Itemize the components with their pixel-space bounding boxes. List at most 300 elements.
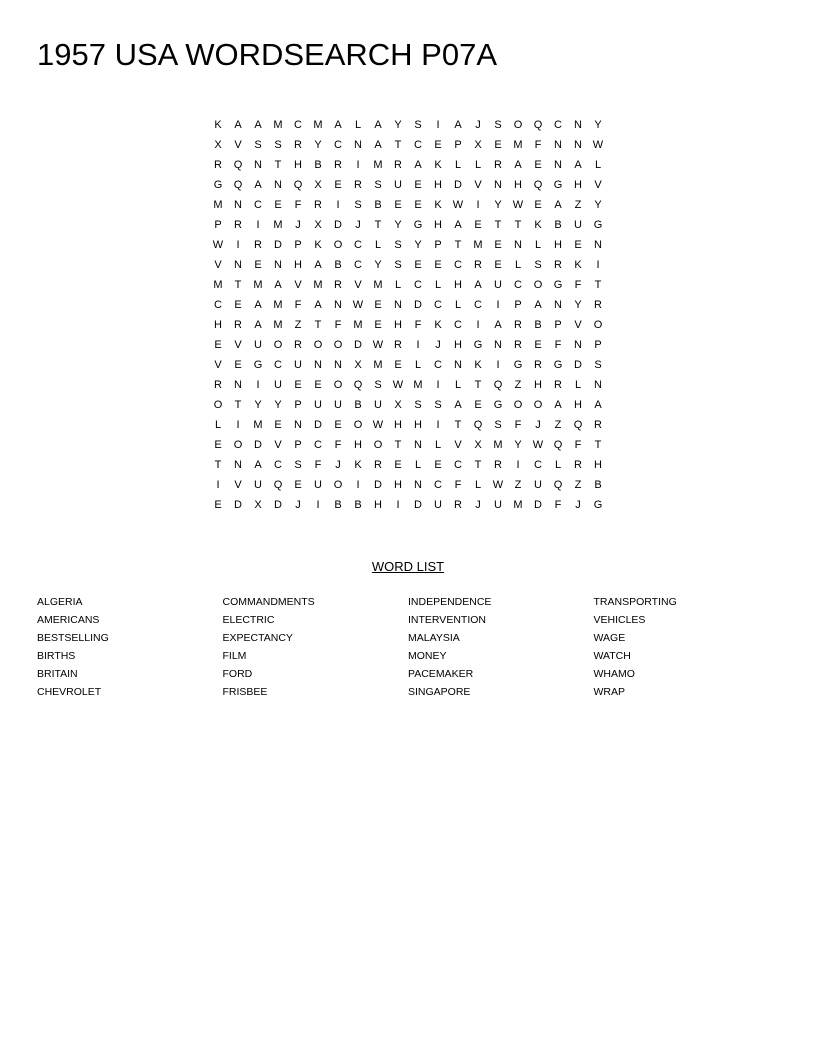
grid-cell: R (394, 159, 402, 171)
grid-cell: T (234, 279, 242, 291)
grid-cell: M (373, 359, 383, 371)
grid-cell: P (594, 339, 602, 351)
grid-cell: X (474, 439, 482, 451)
grid-row (208, 415, 608, 435)
word-list-row (37, 685, 797, 703)
grid-cell: U (334, 399, 342, 411)
grid-cell: I (316, 499, 320, 511)
grid-cell: R (514, 319, 522, 331)
grid-cell: N (254, 159, 262, 171)
grid-cell: U (254, 479, 262, 491)
grid-cell: D (574, 359, 582, 371)
grid-cell: R (334, 279, 342, 291)
grid-cell: V (234, 339, 242, 351)
grid-cell: R (294, 339, 302, 351)
grid-cell: V (354, 279, 362, 291)
grid-cell: R (354, 179, 362, 191)
grid-cell: O (333, 479, 343, 491)
grid-cell: K (534, 219, 542, 231)
grid-cell: V (214, 259, 222, 271)
grid-cell: Z (514, 379, 522, 391)
grid-cell: D (274, 239, 282, 251)
grid-cell: X (214, 139, 222, 151)
grid-cell: L (454, 159, 462, 171)
grid-cell: S (534, 259, 542, 271)
grid-cell: Q (293, 179, 303, 191)
word-list-item: ELECTRIC (222, 614, 275, 626)
word-list-item: WHAMO (593, 668, 635, 680)
word-list-item: MALAYSIA (408, 632, 460, 644)
grid-cell: M (373, 279, 383, 291)
grid-cell: I (476, 199, 480, 211)
grid-cell: U (534, 479, 542, 491)
grid-cell: F (294, 299, 302, 311)
grid-row (208, 275, 608, 295)
grid-cell: A (374, 139, 382, 151)
grid-cell: R (394, 339, 402, 351)
grid-cell: T (474, 379, 482, 391)
grid-cell: X (314, 219, 322, 231)
grid-cell: R (214, 159, 222, 171)
grid-cell: J (435, 339, 441, 351)
grid-cell: C (534, 459, 542, 471)
grid-cell: B (374, 199, 382, 211)
grid-cell: A (274, 279, 282, 291)
grid-cell: E (214, 439, 222, 451)
grid-cell: M (313, 119, 323, 131)
grid-cell: S (394, 259, 402, 271)
grid-cell: E (274, 419, 282, 431)
grid-cell: N (554, 299, 562, 311)
grid-cell: H (434, 219, 442, 231)
grid-cell: T (594, 439, 602, 451)
grid-cell: R (314, 199, 322, 211)
grid-row (208, 215, 608, 235)
grid-cell: I (396, 499, 400, 511)
grid-cell: C (254, 199, 262, 211)
grid-cell: E (574, 239, 582, 251)
grid-cell: E (294, 379, 302, 391)
grid-cell: Y (254, 399, 262, 411)
grid-cell: M (473, 239, 483, 251)
grid-cell: Q (533, 179, 543, 191)
grid-cell: D (334, 219, 342, 231)
grid-cell: P (454, 139, 462, 151)
grid-cell: P (294, 239, 302, 251)
letter-grid (208, 115, 608, 515)
grid-cell: V (474, 179, 482, 191)
grid-cell: G (213, 179, 223, 191)
grid-cell: N (274, 259, 282, 271)
grid-cell: H (534, 379, 542, 391)
grid-cell: C (294, 119, 302, 131)
word-list (37, 595, 797, 703)
grid-cell: L (414, 459, 422, 471)
grid-cell: L (474, 159, 482, 171)
grid-cell: D (374, 479, 382, 491)
word-list-item: AMERICANS (37, 614, 100, 626)
grid-cell: G (593, 219, 603, 231)
grid-cell: A (254, 459, 262, 471)
grid-cell: N (334, 359, 342, 371)
grid-cell: C (274, 459, 282, 471)
word-list-row (37, 613, 797, 631)
grid-cell: O (313, 339, 323, 351)
grid-cell: Y (574, 299, 582, 311)
grid-cell: W (512, 199, 524, 211)
grid-cell: N (554, 139, 562, 151)
grid-cell: E (474, 399, 482, 411)
grid-cell: S (414, 399, 422, 411)
grid-cell: K (354, 459, 362, 471)
grid-cell: E (394, 459, 402, 471)
grid-cell: U (294, 359, 302, 371)
grid-cell: S (374, 179, 382, 191)
grid-cell: E (414, 259, 422, 271)
grid-cell: J (295, 219, 301, 231)
word-list-row (37, 649, 797, 667)
grid-cell: N (274, 179, 282, 191)
word-list-item: WRAP (593, 686, 625, 698)
grid-cell: V (234, 479, 242, 491)
grid-cell: L (554, 459, 562, 471)
grid-cell: R (234, 319, 242, 331)
grid-cell: R (494, 459, 502, 471)
grid-cell: F (534, 139, 542, 151)
grid-cell: Y (314, 139, 322, 151)
grid-cell: C (334, 139, 342, 151)
grid-cell: M (273, 219, 283, 231)
grid-cell: A (254, 119, 262, 131)
word-list-item: COMMANDMENTS (222, 596, 315, 608)
grid-cell: U (314, 399, 322, 411)
grid-cell: Z (574, 199, 582, 211)
grid-cell: C (414, 139, 422, 151)
grid-cell: Q (273, 479, 283, 491)
grid-cell: E (374, 299, 382, 311)
grid-cell: L (374, 239, 382, 251)
grid-cell: R (254, 239, 262, 251)
grid-cell: E (414, 179, 422, 191)
grid-cell: H (294, 159, 302, 171)
grid-cell: W (452, 199, 464, 211)
grid-cell: I (476, 319, 480, 331)
grid-cell: A (514, 159, 522, 171)
grid-cell: C (414, 279, 422, 291)
grid-cell: I (436, 419, 440, 431)
grid-cell: C (274, 359, 282, 371)
grid-cell: B (354, 499, 362, 511)
grid-cell: R (294, 139, 302, 151)
grid-cell: T (394, 139, 402, 151)
grid-cell: L (454, 299, 462, 311)
grid-cell: U (274, 379, 282, 391)
grid-cell: X (254, 499, 262, 511)
word-list-item: CHEVROLET (37, 686, 102, 698)
word-list-item: FILM (222, 650, 247, 662)
grid-cell: Y (394, 119, 402, 131)
grid-cell: M (273, 319, 283, 331)
grid-cell: W (212, 239, 224, 251)
grid-cell: I (356, 159, 360, 171)
grid-cell: N (234, 459, 242, 471)
grid-cell: K (474, 359, 482, 371)
grid-row (208, 155, 608, 175)
grid-cell: M (353, 319, 363, 331)
grid-cell: L (394, 279, 402, 291)
grid-cell: H (454, 339, 462, 351)
grid-cell: H (554, 239, 562, 251)
grid-cell: Y (514, 439, 522, 451)
grid-cell: I (436, 119, 440, 131)
grid-cell: M (213, 279, 223, 291)
grid-cell: A (254, 299, 262, 311)
grid-cell: N (494, 179, 502, 191)
grid-cell: H (574, 399, 582, 411)
grid-cell: X (474, 139, 482, 151)
grid-cell: E (414, 199, 422, 211)
grid-cell: I (596, 259, 600, 271)
grid-cell: A (374, 119, 382, 131)
grid-cell: N (414, 479, 422, 491)
grid-cell: D (234, 499, 242, 511)
grid-cell: C (554, 119, 562, 131)
grid-cell: E (334, 419, 342, 431)
grid-cell: J (295, 499, 301, 511)
grid-cell: S (354, 199, 362, 211)
grid-cell: N (234, 379, 242, 391)
grid-cell: E (434, 259, 442, 271)
grid-cell: M (273, 119, 283, 131)
grid-cell: Y (494, 199, 502, 211)
grid-cell: A (334, 119, 342, 131)
grid-cell: H (394, 479, 402, 491)
grid-cell: L (434, 279, 442, 291)
grid-cell: A (254, 319, 262, 331)
grid-cell: E (374, 319, 382, 331)
grid-cell: A (234, 119, 242, 131)
grid-cell: M (513, 139, 523, 151)
grid-cell: C (214, 299, 222, 311)
grid-cell: M (273, 299, 283, 311)
grid-cell: E (234, 359, 242, 371)
grid-cell: H (594, 459, 602, 471)
grid-cell: K (314, 239, 322, 251)
grid-cell: L (434, 439, 442, 451)
grid-cell: H (374, 499, 382, 511)
grid-cell: Y (594, 199, 602, 211)
grid-cell: L (454, 379, 462, 391)
grid-row (208, 115, 608, 135)
grid-cell: V (294, 279, 302, 291)
grid-cell: G (413, 219, 423, 231)
grid-cell: L (214, 419, 222, 431)
grid-cell: A (454, 399, 462, 411)
grid-cell: A (554, 199, 562, 211)
grid-row (208, 475, 608, 495)
grid-cell: Y (274, 399, 282, 411)
grid-cell: A (554, 399, 562, 411)
grid-cell: O (513, 399, 523, 411)
grid-row (208, 375, 608, 395)
grid-cell: J (575, 499, 581, 511)
word-list-item: VEHICLES (593, 614, 646, 626)
word-list-item: BRITAIN (37, 668, 78, 680)
grid-cell: T (274, 159, 282, 171)
grid-cell: L (534, 239, 542, 251)
grid-cell: A (494, 319, 502, 331)
grid-cell: N (514, 239, 522, 251)
grid-cell: C (314, 439, 322, 451)
grid-cell: A (594, 399, 602, 411)
grid-cell: U (254, 339, 262, 351)
grid-cell: Y (594, 119, 602, 131)
word-list-row (37, 631, 797, 649)
grid-cell: R (534, 359, 542, 371)
grid-cell: Q (493, 379, 503, 391)
grid-cell: E (394, 199, 402, 211)
grid-cell: A (254, 179, 262, 191)
grid-cell: C (434, 299, 442, 311)
grid-cell: L (594, 159, 602, 171)
grid-cell: S (254, 139, 262, 151)
grid-cell: O (213, 399, 223, 411)
grid-cell: E (494, 239, 502, 251)
grid-cell: T (594, 279, 602, 291)
grid-cell: T (454, 419, 462, 431)
grid-cell: Z (294, 319, 302, 331)
grid-cell: E (214, 339, 222, 351)
grid-cell: B (594, 479, 602, 491)
grid-cell: H (574, 179, 582, 191)
grid-cell: U (434, 499, 442, 511)
grid-cell: R (454, 499, 462, 511)
grid-cell: P (554, 319, 562, 331)
word-list-item: INTERVENTION (408, 614, 486, 626)
grid-cell: Q (353, 379, 363, 391)
grid-cell: E (494, 259, 502, 271)
word-list-row (37, 595, 797, 613)
grid-cell: I (256, 379, 260, 391)
grid-cell: M (513, 499, 523, 511)
grid-cell: O (353, 419, 363, 431)
grid-cell: D (414, 299, 422, 311)
grid-cell: E (254, 259, 262, 271)
grid-cell: C (434, 359, 442, 371)
grid-cell: J (535, 419, 541, 431)
grid-cell: Y (394, 219, 402, 231)
grid-cell: O (333, 339, 343, 351)
grid-cell: X (394, 399, 402, 411)
grid-cell: R (374, 459, 382, 471)
grid-cell: I (236, 419, 240, 431)
grid-cell: O (373, 439, 383, 451)
grid-cell: W (532, 439, 544, 451)
grid-cell: W (492, 479, 504, 491)
grid-cell: T (494, 219, 502, 231)
grid-cell: A (314, 299, 322, 311)
grid-cell: A (314, 259, 322, 271)
grid-cell: B (314, 159, 322, 171)
grid-cell: Z (514, 479, 522, 491)
grid-cell: U (374, 399, 382, 411)
grid-cell: E (534, 159, 542, 171)
grid-row (208, 195, 608, 215)
grid-cell: N (354, 139, 362, 151)
grid-cell: U (574, 219, 582, 231)
grid-cell: N (594, 239, 602, 251)
grid-cell: Q (233, 159, 243, 171)
grid-cell: F (294, 199, 302, 211)
grid-cell: A (474, 279, 482, 291)
grid-cell: H (214, 319, 222, 331)
grid-cell: N (414, 439, 422, 451)
word-list-item: FRISBEE (222, 686, 268, 698)
grid-cell: H (394, 419, 402, 431)
grid-cell: S (374, 379, 382, 391)
grid-cell: E (214, 499, 222, 511)
grid-cell: L (414, 359, 422, 371)
grid-cell: S (274, 139, 282, 151)
grid-cell: K (434, 159, 442, 171)
grid-cell: S (414, 119, 422, 131)
grid-cell: X (314, 179, 322, 191)
grid-cell: R (214, 379, 222, 391)
grid-cell: I (356, 479, 360, 491)
grid-cell: K (214, 119, 222, 131)
grid-cell: G (593, 499, 603, 511)
grid-cell: G (553, 179, 563, 191)
grid-cell: A (574, 159, 582, 171)
grid-cell: J (335, 459, 341, 471)
grid-cell: K (434, 199, 442, 211)
grid-cell: C (474, 299, 482, 311)
word-list-item: TRANSPORTING (593, 596, 677, 608)
grid-cell: G (553, 359, 563, 371)
grid-cell: I (336, 199, 340, 211)
grid-cell: T (394, 439, 402, 451)
grid-cell: P (514, 299, 522, 311)
grid-cell: R (234, 219, 242, 231)
grid-cell: N (454, 359, 462, 371)
grid-cell: E (434, 139, 442, 151)
grid-cell: O (333, 379, 343, 391)
grid-cell: B (334, 499, 342, 511)
grid-cell: E (234, 299, 242, 311)
grid-cell: T (234, 399, 242, 411)
grid-cell: W (372, 419, 384, 431)
grid-cell: V (574, 319, 582, 331)
grid-cell: M (413, 379, 423, 391)
grid-cell: F (574, 279, 582, 291)
grid-cell: N (554, 159, 562, 171)
grid-cell: N (574, 339, 582, 351)
grid-cell: D (414, 499, 422, 511)
grid-cell: V (454, 439, 462, 451)
grid-cell: T (514, 219, 522, 231)
grid-cell: B (534, 319, 542, 331)
grid-cell: G (473, 339, 483, 351)
grid-cell: Q (473, 419, 483, 431)
grid-cell: R (334, 159, 342, 171)
grid-cell: M (493, 439, 503, 451)
word-list-item: ALGERIA (37, 596, 83, 608)
word-list-item: WAGE (593, 632, 626, 644)
grid-row (208, 495, 608, 515)
grid-row (208, 395, 608, 415)
grid-cell: C (514, 279, 522, 291)
grid-cell: R (474, 259, 482, 271)
